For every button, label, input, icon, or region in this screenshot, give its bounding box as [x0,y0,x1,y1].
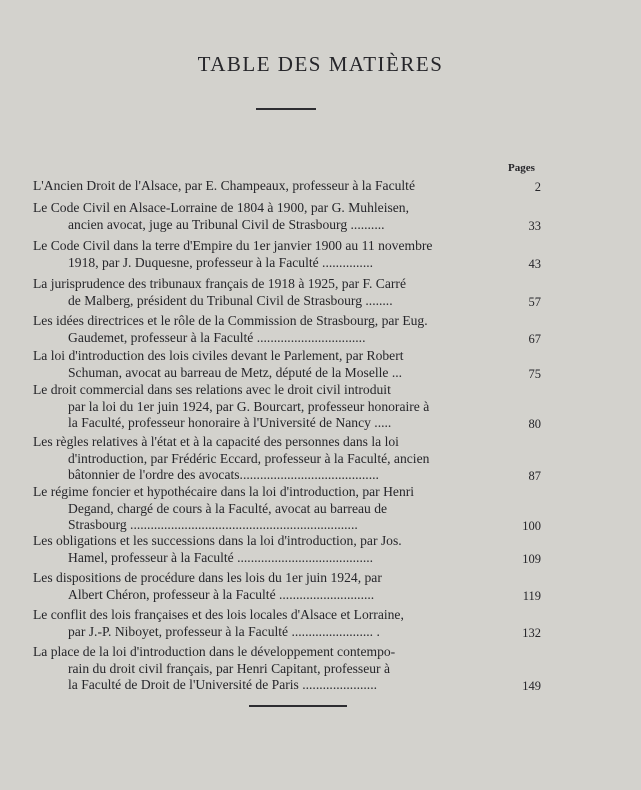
toc-entry-line: par J.-P. Niboyet, professeur à la Faculté ........................ . [68,623,380,639]
toc-entry [0,348,641,381]
toc-entry-line: La place de la loi d'introduction dans le développement contempo- [33,644,396,659]
toc-entry [0,607,641,640]
toc-page-number: 149 [522,679,541,693]
toc-entry-line: Degand, chargé de cours à la Faculté, avocat au barreau de [68,500,388,516]
toc-page-number: 87 [528,469,541,483]
toc-page-number: 75 [528,366,541,381]
toc-entry-line: Albert Chéron, professeur à la Faculté ............................ [68,586,375,602]
toc-page-number: 2 [534,180,541,194]
toc-entry [0,533,641,566]
toc-entry [0,570,641,603]
title-rule [256,108,316,110]
toc-entry-line: d'introduction, par Frédéric Eccard, professeur à la Faculté, ancien [68,450,430,466]
toc-entry-line: Le Code Civil en Alsace-Lorraine de 1804 à 1900, par G. Muhleisen, [33,200,409,215]
toc-page-number: 132 [522,625,541,640]
toc-entry [0,200,641,233]
toc-entry [0,644,641,694]
toc-page-number: 67 [528,331,541,346]
toc-entry-line: Gaudemet, professeur à la Faculté ................................ [68,329,366,345]
toc-entry-line: Le régime foncier et hypothécaire dans la loi d'introduction, par Henri [33,484,415,499]
toc-entry-line: Les règles relatives à l'état et à la capacité des personnes dans la loi [33,434,399,449]
toc-page-number: 43 [528,256,541,271]
toc-entry-line: Le droit commercial dans ses relations avec le droit civil introduit [33,382,391,397]
pages-column-header: Pages [508,162,535,174]
toc-entry [0,484,641,534]
toc-entry-line: Schuman, avocat au barreau de Metz, député de la Moselle ... [68,364,403,380]
toc-entry-line: rain du droit civil français, par Henri Capitant, professeur à [68,660,390,676]
toc-entry-line: Strasbourg ................................................................... [68,517,358,532]
toc-page-number: 33 [528,218,541,233]
toc-entry-line: par la loi du 1er juin 1924, par G. Bourcart, professeur honoraire à [68,398,430,414]
toc-page-number: 119 [522,588,541,603]
toc-entry [0,313,641,346]
toc-entry-line: Les obligations et les successions dans la loi d'introduction, par Jos. [33,533,402,548]
toc-entry-line: la Faculté de Droit de l'Université de Paris ...................... [68,677,377,692]
toc-entry [0,238,641,271]
toc-entry-line: Les idées directrices et le rôle de la Commission de Strasbourg, par Eug. [33,313,428,328]
bottom-rule [249,705,347,707]
toc-entry [0,178,641,195]
toc-entry-line: Le Code Civil dans la terre d'Empire du 1er janvier 1900 au 11 novembre [33,238,433,253]
toc-entry [0,434,641,484]
toc-entry-line: La jurisprudence des tribunaux français de 1918 à 1925, par F. Carré [33,276,406,291]
toc-entry-line: la Faculté, professeur honoraire à l'Université de Nancy ..... [68,415,392,430]
toc-entry-line: La loi d'introduction des lois civiles devant le Parlement, par Robert [33,348,404,363]
toc-entry-line: de Malberg, président du Tribunal Civil de Strasbourg ........ [68,292,393,308]
toc-page-number: 100 [522,519,541,533]
page-title: TABLE DES MATIÈRES [197,52,444,76]
toc-entry-line: Les dispositions de procédure dans les lois du 1er juin 1924, par [33,570,382,585]
toc-entry-line: Hamel, professeur à la Faculté ........................................ [68,549,374,565]
toc-entry-line: 1918, par J. Duquesne, professeur à la Faculté ............... [68,254,374,270]
toc-page-number: 57 [528,294,541,309]
toc-page-number: 80 [528,417,541,431]
toc-entry-line: ancien avocat, juge au Tribunal Civil de Strasbourg .......... [68,216,385,232]
toc-entry-line: Le conflit des lois françaises et des lois locales d'Alsace et Lorraine, [33,607,404,622]
toc-entry [0,382,641,432]
toc-page-number: 109 [522,551,541,566]
toc-entry [0,276,641,309]
toc-entry-line: bâtonnier de l'ordre des avocats......................................... [68,467,379,482]
toc-entry-line: L'Ancien Droit de l'Alsace, par E. Champeaux, professeur à la Faculté [33,178,415,193]
